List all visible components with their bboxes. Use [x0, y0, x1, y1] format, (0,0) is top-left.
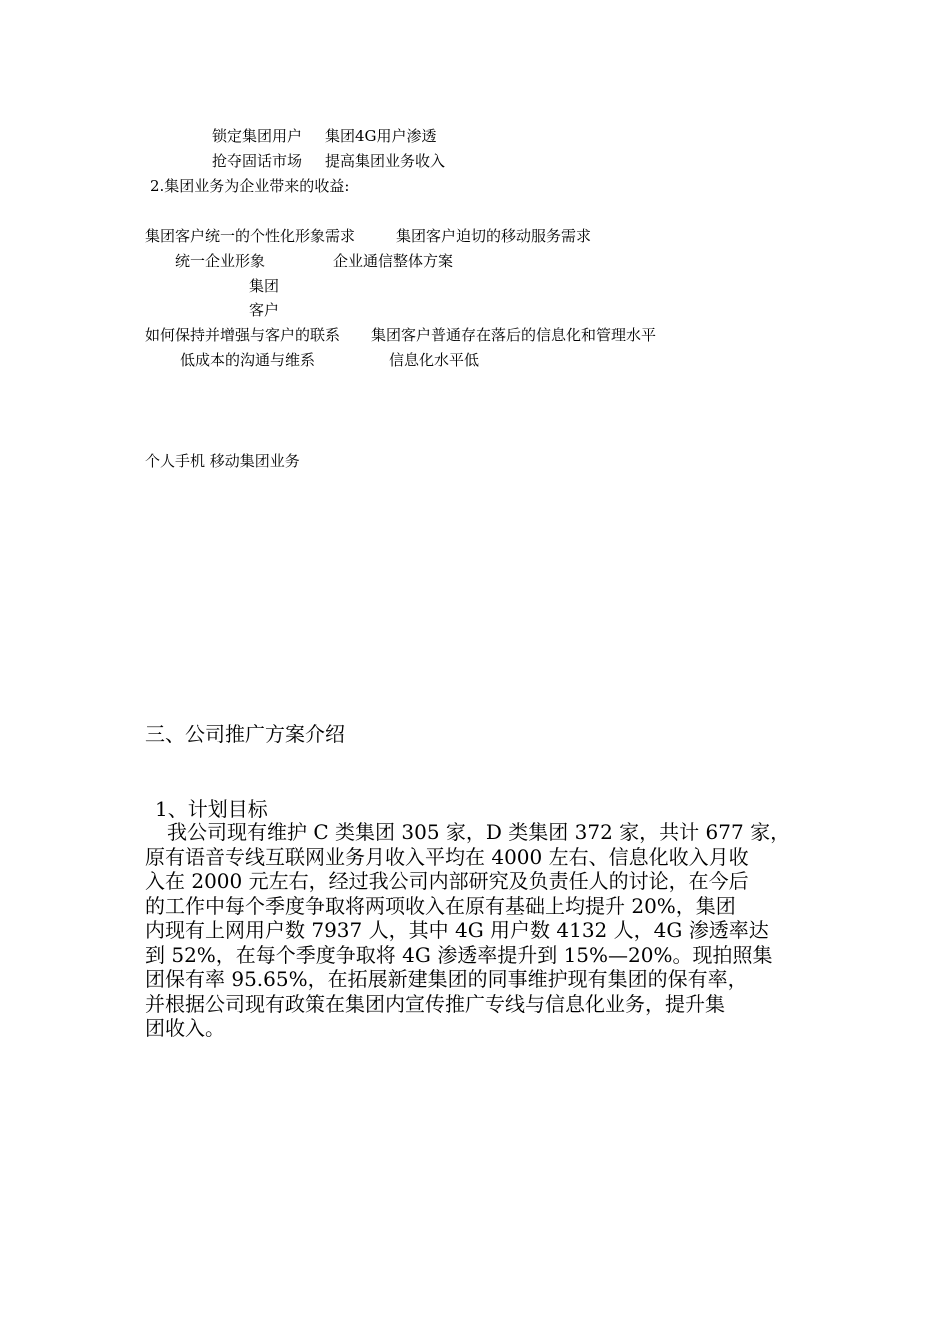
- diagram2-top-left-sub: 统一企业形象: [175, 252, 266, 270]
- section2-title: 2.集团业务为企业带来的收益:: [150, 177, 350, 195]
- diagram2-bottom-right: 集团客户普通存在落后的信息化和管理水平: [371, 326, 657, 344]
- paragraph-line: 团收入。: [145, 1016, 225, 1040]
- section3-heading: 三、公司推广方案介绍: [145, 722, 345, 746]
- diagram2-bottom-right-sub: 信息化水平低: [389, 351, 480, 369]
- diagram1-label-4g-penetration: 集团4G用户渗透: [325, 127, 437, 145]
- paragraph-line: 我公司现有维护 C 类集团 305 家，D 类集团 372 家，共计 677 家，: [167, 820, 791, 844]
- diagram2-center-line1: 集团: [249, 277, 280, 295]
- diagram1-label-fixed-line-market: 抢夺固话市场: [212, 152, 303, 170]
- diagram1-label-lock-users: 锁定集团用户: [212, 127, 303, 145]
- subsection1-heading: 1、计划目标: [155, 797, 268, 821]
- paragraph-line: 到 52%，在每个季度争取将 4G 渗透率提升到 15%—20%。现拍照集: [145, 942, 773, 967]
- paragraph-line: 入在 2000 元左右，经过我公司内部研究及负责任人的讨论，在今后: [145, 869, 749, 893]
- diagram2-top-right: 集团客户迫切的移动服务需求: [396, 227, 592, 245]
- diagram2-top-left: 集团客户统一的个性化形象需求: [145, 227, 356, 245]
- plan-target-paragraph: [145, 820, 835, 1041]
- diagram2-bottom-left-sub: 低成本的沟通与维系: [180, 351, 316, 369]
- diagram2-top-right-sub: 企业通信整体方案: [333, 252, 454, 270]
- paragraph-line: 的工作中每个季度争取将两项收入在原有基础上均提升 20%，集团: [145, 893, 736, 918]
- paragraph-line: 原有语音专线互联网业务月收入平均在 4000 左右、信息化收入月收: [145, 844, 749, 869]
- paragraph-line: 内现有上网用户数 7937 人，其中 4G 用户数 4132 人，4G 渗透率达: [145, 918, 769, 942]
- paragraph-line: 团保有率 95.65%，在拓展新建集团的同事维护现有集团的保有率，: [145, 967, 748, 991]
- paragraph-line: 并根据公司现有政策在集团内宣传推广专线与信息化业务，提升集: [145, 991, 725, 1016]
- diagram2-bottom-left: 如何保持并增强与客户的联系: [145, 326, 341, 344]
- diagram1-label-increase-revenue: 提高集团业务收入: [325, 152, 446, 170]
- diagram2-center-line2: 客户: [249, 301, 280, 319]
- diagram3-label: 个人手机 移动集团业务: [145, 452, 300, 470]
